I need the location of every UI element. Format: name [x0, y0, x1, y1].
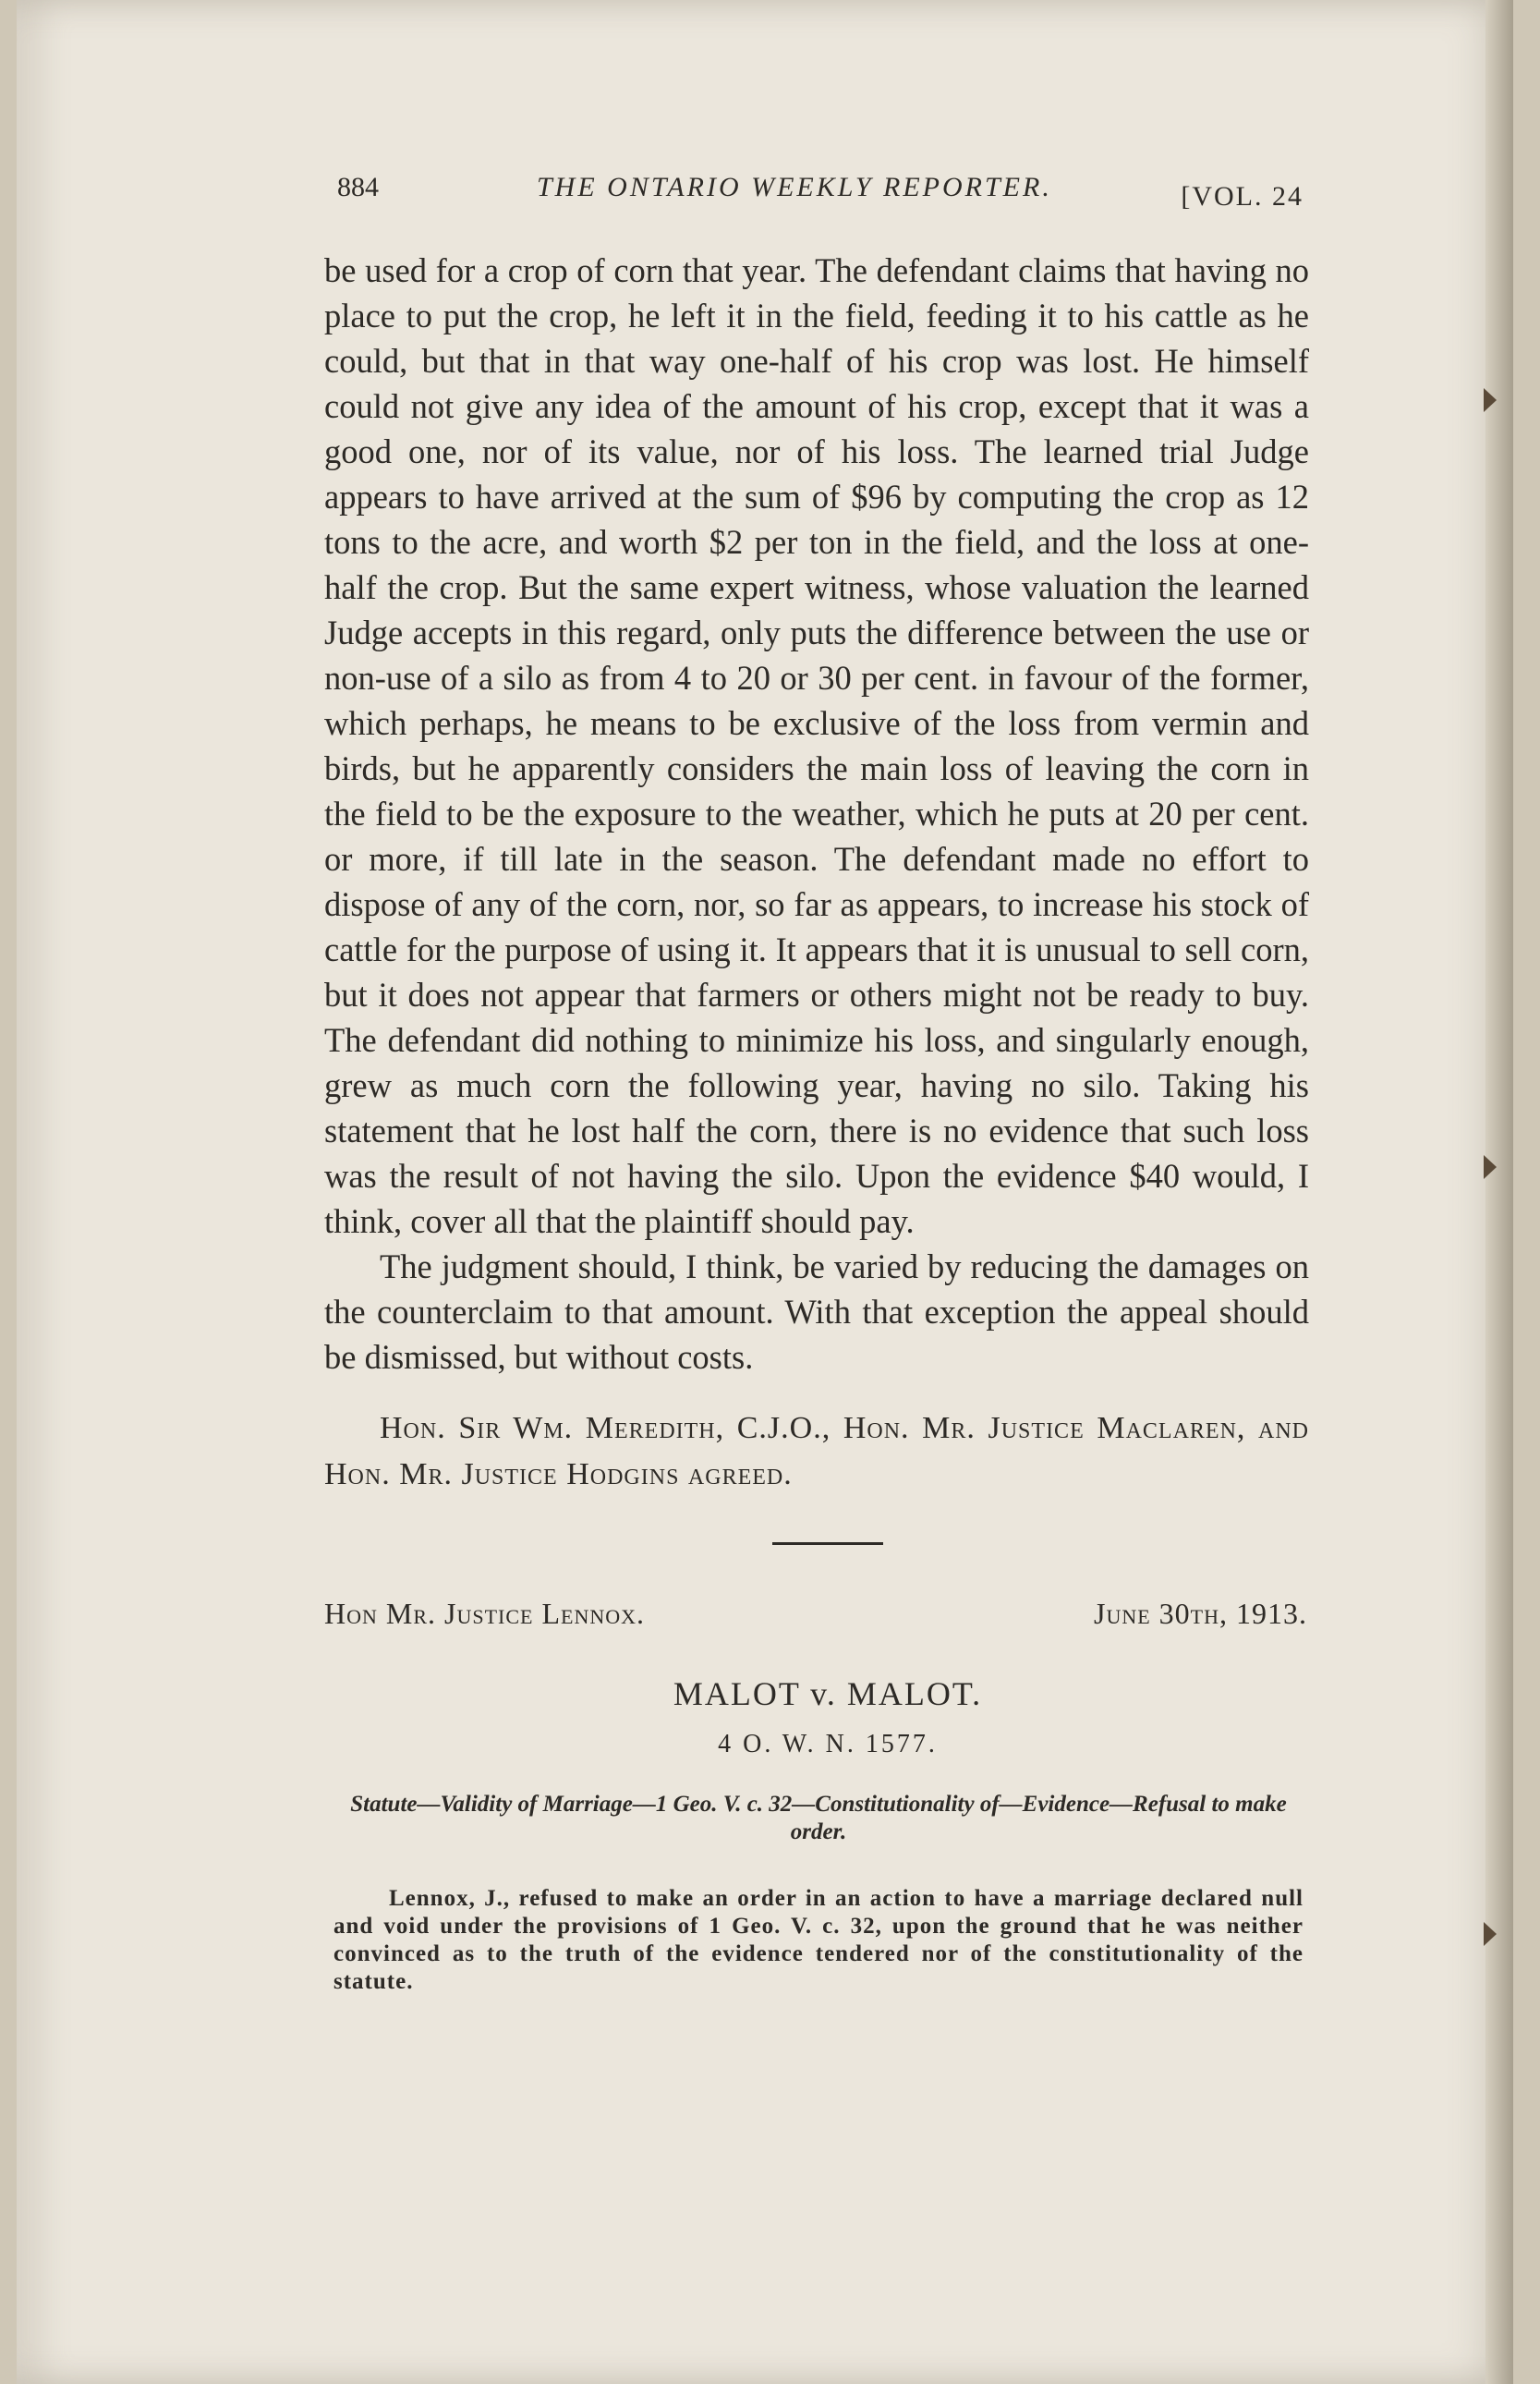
headnote-text: Lennox, J., refused to make an order in an action to have a marriage declared null and void under the provisions of 1 Geo. V. c. 32, upon the ground that he was neither convinced as to the truth of the evidence tendered nor of the constitutionality of the statute.: [333, 1886, 1304, 1994]
volume-label: [VOL. 24: [1181, 181, 1304, 212]
running-head: [306, 157, 1313, 213]
concurrence-line: Hon. Sir Wm. Meredith, C.J.O., Hon. Mr. Justice Maclaren, and Hon. Mr. Justice Hodgins agreed.: [324, 1411, 1309, 1491]
book-page: [17, 0, 1513, 2384]
case-title: MALOT v. MALOT.: [673, 1675, 983, 1712]
page-content: [306, 157, 1313, 1996]
page-number: 884: [337, 172, 379, 202]
body-paragraph: The judgment should, I think, be varied by reducing the damages on the counterclaim to that amount. With that exception the appeal should be dismissed, but without costs.: [324, 1247, 1309, 1376]
case-citation: 4 O. W. N. 1577.: [718, 1730, 938, 1758]
case-date: June 30th, 1913.: [1094, 1597, 1307, 1630]
body-paragraph: be used for a crop of corn that year. The defendant claims that having no place to put the crop, he left it in the field, feeding it to his cattle as he could, but that in that way one-half of his crop was lost. He himself could not give any idea of the amount of his crop, except that it was a good one, nor of its value, nor of his loss. The learned trial Judge appears to have arrived at the sum of $96 by computing the crop as 12 tons to the acre, and worth $2 per ton in the field, and the loss at one-half the crop. But the same expert witness, whose valuation the learned Judge accepts in this regard, only puts the difference between the use or non-use of a silo as from 4 to 20 or 30 per cent. in favour of the former, which perhaps, he means to be exclusive of the loss from vermin and birds, but he apparently considers the main loss of leaving the corn in the field to be the exposure to the weather, which he puts at 20 per cent. or more, if till late in the season. The defendant made no effort to dispose of any of the corn, nor, so far as appears, to increase his stock of cattle for the purpose of using it. It appears that it is unusual to sell corn, but it does not appear that farmers or others might not be ready to buy. The defendant did nothing to minimize his loss, and singularly enough, grew as much corn the following year, having no silo. Taking his statement that he lost half the corn, there is no evidence that such loss was the result of not having the silo. Upon the evidence $40 would, I think, cover all that the plaintiff should pay.: [324, 251, 1309, 1240]
page-edge: [1485, 0, 1513, 2384]
headnote-catchwords: Statute—Validity of Marriage—1 Geo. V. c. 32—Constitutionality of—Evidence—Refusal to make order.: [350, 1792, 1287, 1844]
case-header: [306, 1597, 1313, 1637]
section-divider: [772, 1542, 883, 1545]
journal-title: THE ONTARIO WEEKLY REPORTER.: [537, 172, 1052, 202]
judgment-body: [306, 248, 1313, 1380]
case-judge: Hon Mr. Justice Lennox.: [324, 1597, 646, 1630]
